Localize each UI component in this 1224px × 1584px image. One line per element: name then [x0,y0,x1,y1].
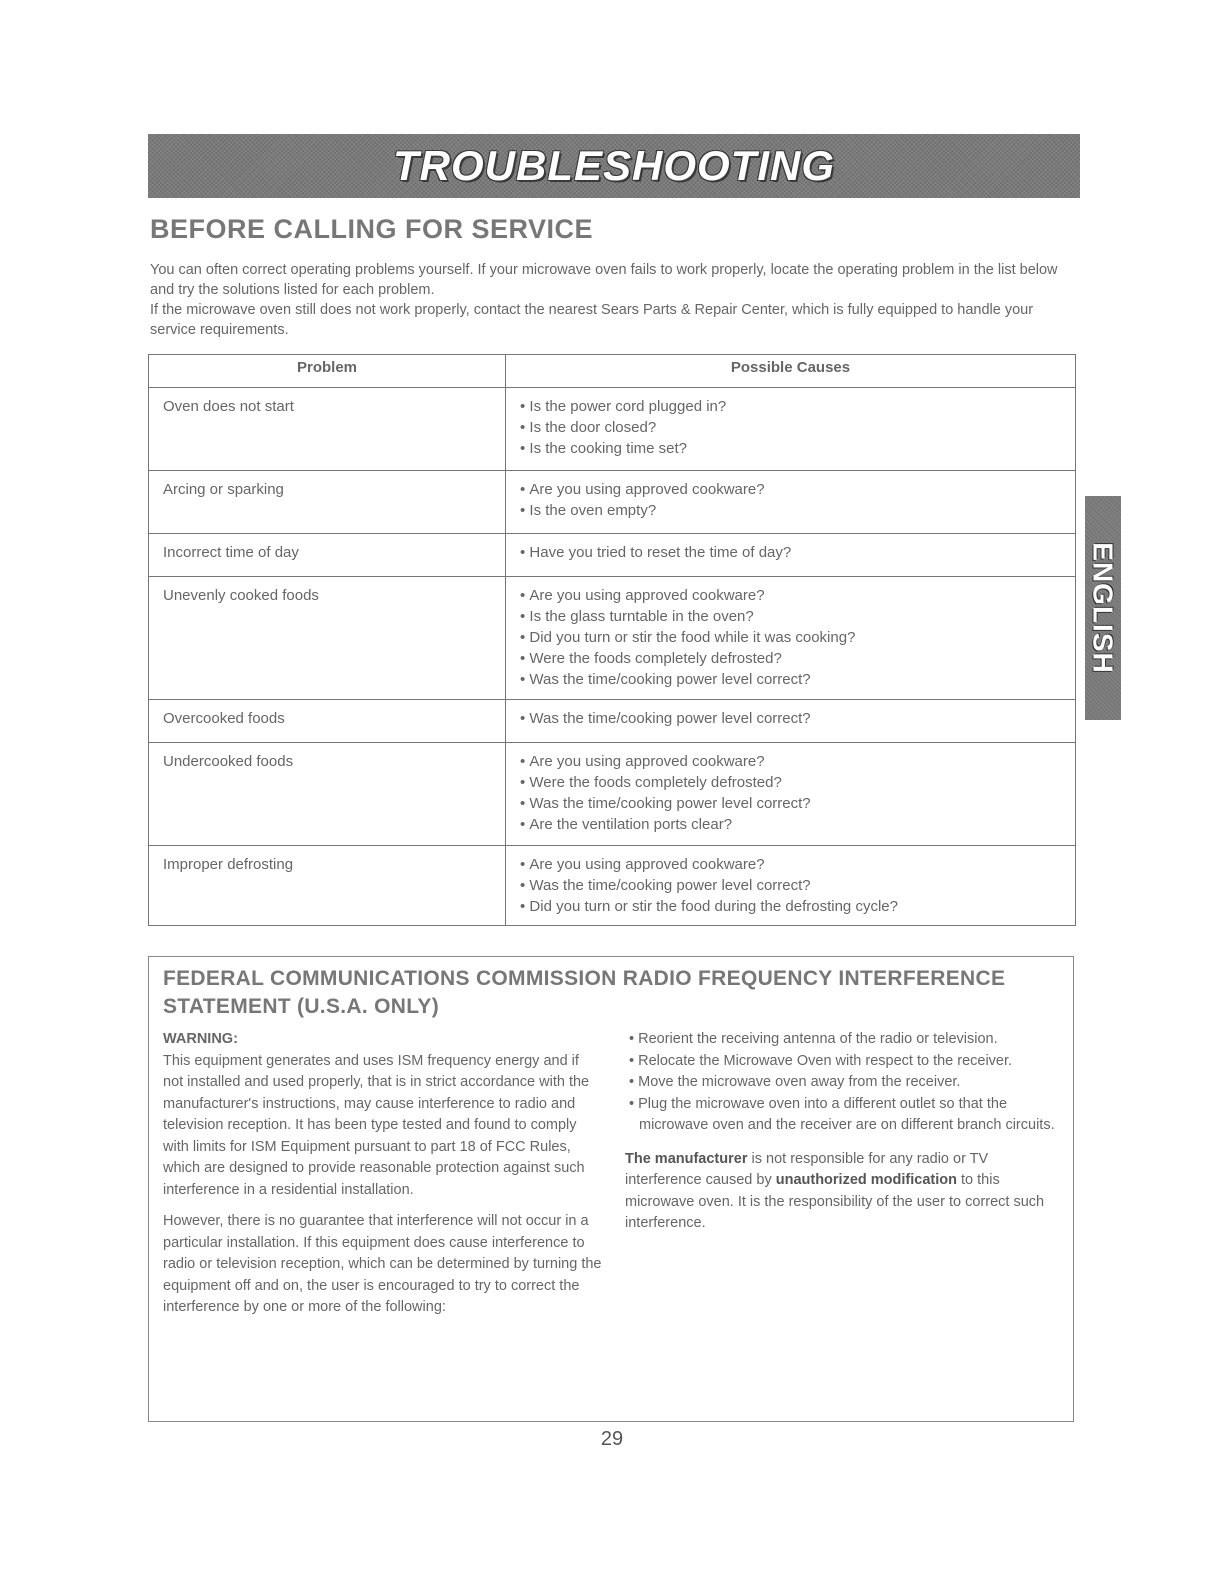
cause-item: • Was the time/cooking power level correct? [520,669,1061,690]
cause-item: • Was the time/cooking power level correct? [520,875,1061,896]
causes-cell [506,388,1076,471]
header-possible-causes: Possible Causes [506,355,1076,388]
fcc-bullet: • Reorient the receiving antenna of the radio or television. [625,1029,1055,1051]
table-row [149,534,1076,577]
causes-cell [506,743,1076,846]
section-heading: BEFORE CALLING FOR SERVICE [150,214,594,244]
cause-item: • Is the door closed? [520,417,1061,438]
cause-item: • Was the time/cooking power level correct? [520,708,1061,729]
causes-cell [506,534,1076,577]
table-header-row [149,355,1076,388]
manufacturer-note [625,1149,1055,1235]
side-tab-label: ENGLISH [1088,542,1119,674]
troubleshooting-table [148,354,1076,926]
intro-paragraph-1: You can often correct operating problems yourself. If your microwave oven fails to work properly, locate the operating problem in the list below and try the solutions listed for each problem. [150,262,1058,298]
cause-item: • Were the foods completely defrosted? [520,648,1061,669]
language-side-tab [1085,496,1121,720]
fcc-left-column [163,1029,603,1329]
header-problem: Problem [149,355,506,388]
causes-cell [506,700,1076,743]
table-row [149,700,1076,743]
intro-text [150,260,1070,340]
note-bold-manufacturer: The manufacturer [625,1150,748,1167]
causes-cell [506,471,1076,534]
fcc-bullet: • Move the microwave oven away from the receiver. [625,1072,1055,1094]
fcc-heading-line-1: FEDERAL COMMUNICATIONS COMMISSION RADIO FREQUENCY INTERFERENCE [163,967,1006,990]
cause-item: • Is the cooking time set? [520,438,1061,459]
fcc-bullet: • Relocate the Microwave Oven with respect to the receiver. [625,1051,1055,1073]
problem-cell: Overcooked foods [149,700,506,743]
cause-item: • Is the power cord plugged in? [520,396,1061,417]
warning-label: WARNING: [163,1031,238,1047]
cause-item: • Was the time/cooking power level correct? [520,793,1061,814]
cause-item: • Are you using approved cookware? [520,479,1061,500]
troubleshooting-banner [148,134,1080,198]
intro-paragraph-2: If the microwave oven still does not work properly, contact the nearest Sears Parts & Repair Center, which is fully equipped to handle your service requirements. [150,302,1034,338]
fcc-paragraph-2: However, there is no guarantee that interference will not occur in a particular installation. If this equipment does cause interference to radio or television reception, which can be determined by turning the equipment off and on, the user is encouraged to try to correct the interference by one or more of the following: [163,1213,602,1315]
banner-title: TROUBLESHOOTING [393,142,835,189]
fcc-heading [163,965,1063,1021]
page-number: 29 [600,1428,624,1450]
cause-item: • Have you tried to reset the time of day? [520,542,1061,563]
fcc-right-column [625,1029,1055,1235]
note-text-1: is not responsible for any radio or TV interference caused by [625,1150,989,1188]
problem-cell: Oven does not start [149,388,506,471]
cause-item: • Are you using approved cookware? [520,585,1061,606]
causes-cell [506,846,1076,926]
fcc-statement-box [148,956,1074,1422]
cause-item: • Are the ventilation ports clear? [520,814,1061,835]
cause-item: • Is the oven empty? [520,500,1061,521]
problem-cell: Undercooked foods [149,743,506,846]
problem-cell: Unevenly cooked foods [149,577,506,700]
problem-cell: Improper defrosting [149,846,506,926]
cause-item: • Are you using approved cookware? [520,751,1061,772]
note-text-2: to this microwave oven. It is the responsibility of the user to correct such interference. [625,1172,1045,1231]
table-row [149,743,1076,846]
note-bold-modification: unauthorized modification [775,1172,957,1188]
cause-item: • Did you turn or stir the food while it was cooking? [520,627,1061,648]
cause-item: • Were the foods completely defrosted? [520,772,1061,793]
table-row [149,471,1076,534]
table-row [149,388,1076,471]
problem-cell: Arcing or sparking [149,471,506,534]
cause-item: • Did you turn or stir the food during the defrosting cycle? [520,896,1061,917]
fcc-heading-line-2: STATEMENT (U.S.A. ONLY) [163,995,440,1018]
table-row [149,577,1076,700]
causes-cell [506,577,1076,700]
problem-cell: Incorrect time of day [149,534,506,577]
fcc-paragraph-1: This equipment generates and uses ISM frequency energy and if not installed and used properly, that is in strict accordance with the manufacturer's instructions, may cause interference to radio and television reception. It has been type tested and found to comply with limits for ISM Equipment pursuant to part 18 of FCC Rules, which are designed to provide reasonable protection against such interference in a residential installation. [163,1052,590,1198]
fcc-bullet: • Plug the microwave oven into a different outlet so that the microwave oven and the receiver are on different branch circuits. [625,1094,1055,1137]
cause-item: • Are you using approved cookware? [520,854,1061,875]
table-row [149,846,1076,926]
cause-item: • Is the glass turntable in the oven? [520,606,1061,627]
